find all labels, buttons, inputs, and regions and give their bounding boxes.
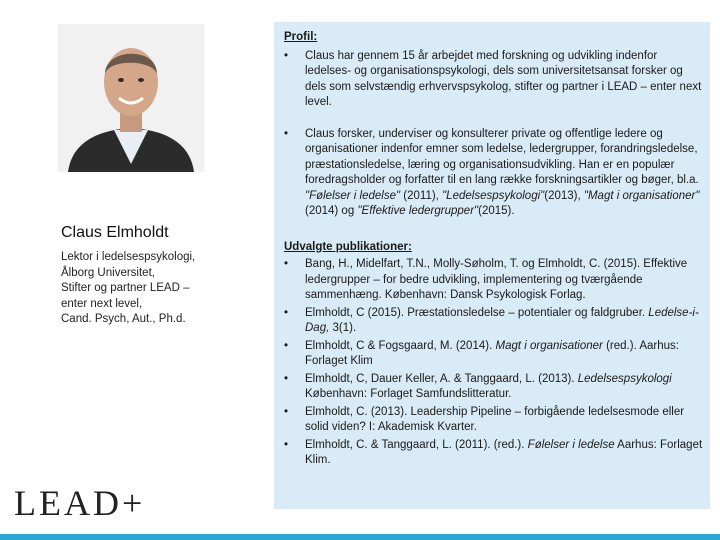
bullet-icon: • bbox=[284, 49, 289, 62]
profile-item-text: (2011), bbox=[403, 189, 439, 202]
bullet-icon: • bbox=[284, 405, 289, 418]
publication-title: Ledelsespsykologi bbox=[577, 372, 672, 385]
bullet-icon: • bbox=[284, 372, 289, 385]
profile-item-text: (2014) og bbox=[305, 205, 355, 217]
book-title: "Følelser i ledelse" bbox=[305, 189, 401, 202]
publication-item bbox=[284, 306, 704, 337]
bullet-icon: • bbox=[284, 438, 289, 451]
publications-list bbox=[284, 257, 704, 469]
bullet-icon: • bbox=[284, 258, 289, 270]
publication-text: 3(1). bbox=[332, 322, 357, 334]
profile-item-text: (2013), bbox=[544, 189, 581, 202]
profile-item bbox=[284, 49, 704, 111]
title-line: Lektor i ledelsespsykologi, bbox=[61, 251, 196, 263]
profile-item bbox=[284, 127, 704, 220]
book-title: "Ledelsespsykologi" bbox=[442, 189, 545, 202]
publication-text: Elmholdt, C & Fogsgaard, M. (2014). bbox=[305, 339, 493, 352]
publication-text: Elmholdt, C. (2013). Leadership Pipeline – forbigående ledelsesmode eller solid viden? I: Akademisk Kvarter. bbox=[305, 405, 685, 433]
lead-logo: LEAD+ bbox=[14, 483, 146, 523]
profile-heading: Profil: bbox=[284, 31, 318, 43]
publication-item bbox=[284, 257, 704, 304]
publication-text: Bang, H., Midelfart, T.N., Molly-Søholm, T. og Elmholdt, C. (2015). Effektive ledergrupper – for bedre udvikling, implementering og tværgående sammenhæng. København: Dansk Psykologisk Forlag. bbox=[305, 258, 688, 301]
publication-title: Magt i organisationer bbox=[495, 339, 603, 352]
publication-text: Aarhus: Forlaget Klim. bbox=[305, 438, 703, 466]
profile-list bbox=[284, 49, 704, 220]
title-line: Ålborg Universitet, bbox=[61, 266, 155, 279]
title-line: Cand. Psych, Aut., Ph.d. bbox=[61, 313, 186, 325]
bullet-icon: • bbox=[284, 306, 289, 319]
profile-item-text: (2015). bbox=[478, 205, 515, 217]
person-name: Claus Elmholdt bbox=[61, 224, 169, 241]
bullet-icon: • bbox=[284, 127, 289, 140]
profile-content bbox=[284, 30, 704, 469]
publication-text: Elmholdt, C, Dauer Keller, A. & Tanggaard, L. (2013). bbox=[305, 372, 575, 385]
publication-item bbox=[284, 438, 704, 469]
publication-text: Elmholdt, C. & Tanggaard, L. (2011). (red.). bbox=[305, 438, 525, 451]
person-title bbox=[61, 250, 195, 328]
portrait-photo bbox=[58, 24, 204, 172]
book-title: "Effektive ledergrupper" bbox=[357, 205, 479, 217]
publication-text: (red.). Aarhus: Forlaget Klim bbox=[305, 339, 679, 367]
title-line: Stifter og partner LEAD – bbox=[61, 282, 190, 294]
publication-text: Elmholdt, C (2015). Præstationsledelse – potentialer og faldgruber. bbox=[305, 306, 646, 319]
profile-item-text: Claus har gennem 15 år arbejdet med forskning og udvikling indenfor ledelses- og organisationspsykologi, dels som universitetsansat forsker og dels som selvstændig erhvervspsykolog, stifter og partner i LEAD – enter next level. bbox=[305, 49, 702, 108]
book-title: "Magt i organisationer" bbox=[583, 189, 700, 202]
publications-heading: Udvalgte publikationer: bbox=[284, 240, 412, 253]
publication-item bbox=[284, 405, 704, 436]
publication-title: Følelser i ledelse bbox=[527, 438, 615, 451]
profile-item-text: Claus forsker, underviser og konsulterer private og offentlige ledere og organisationer indenfor emner som ledelse, ledergrupper, forandringsledelse, præstationsledelse, læring og organisationsudvikling. Han er en populær foredragsholder og forfatter til en lang række forskningsartikler og bøger, bl.a. bbox=[305, 127, 699, 186]
title-line: enter next level, bbox=[61, 297, 143, 310]
publication-item bbox=[284, 339, 704, 370]
accent-bar bbox=[0, 534, 720, 540]
publication-text: København: Forlaget Samfundslitteratur. bbox=[305, 388, 512, 400]
bullet-icon: • bbox=[284, 339, 289, 352]
publication-item bbox=[284, 372, 704, 403]
publication-journal: Ledelse-i-Dag, bbox=[305, 306, 699, 334]
